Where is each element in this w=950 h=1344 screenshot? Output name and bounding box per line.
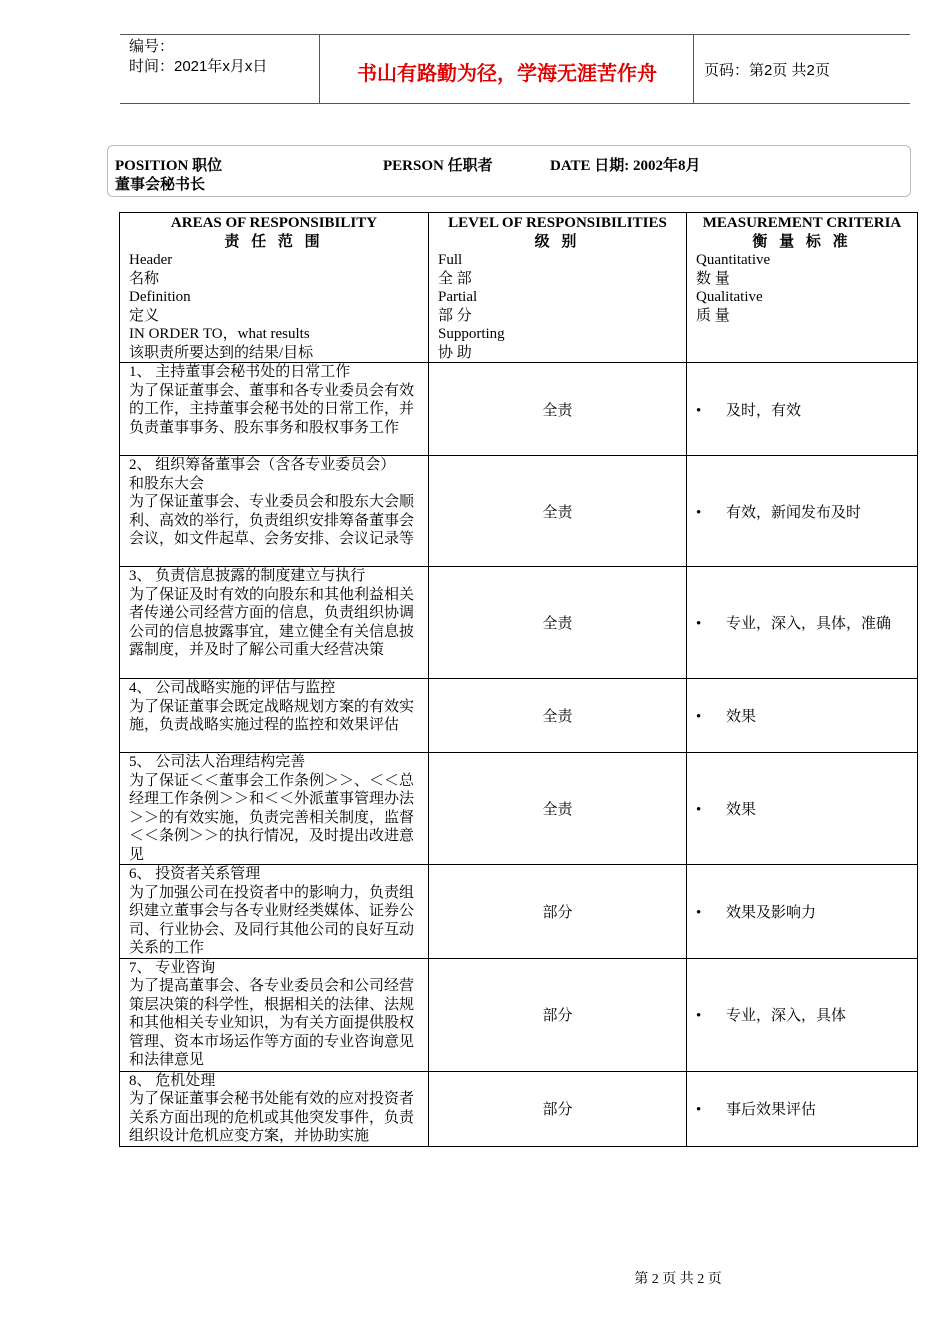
criteria-text: 专业，深入，具体 [726,1008,847,1024]
header-page-label: 页码：第2页 共2页 [704,61,830,79]
area-desc: 为了保证董事会既定战略规划方案的有效实施，负责战略实施过程的监控和效果评估 [129,698,415,733]
bullet-icon: • [696,1008,702,1024]
criteria-line: 数 量 [696,270,730,287]
area-cell [120,456,429,567]
area-desc: 为了加强公司在投资者中的影响力，负责组织建立董事会与各专业财经类媒体、证券公司、行业协会、及同行其他公司的良好互动关系的工作 [129,884,415,956]
table-row [120,753,918,865]
area-title: 3、 负责信息披露的制度建立与执行 [129,568,366,584]
areas-title: AREAS OF RESPONSIBILITY [170,215,378,231]
criteria-cell [687,753,918,865]
table-row [120,363,918,456]
responsibility-table [119,212,918,1147]
bullet-icon: • [696,402,702,419]
bullet-icon: • [696,616,702,632]
area-title: 8、 危机处理 [129,1072,216,1089]
table-row [120,679,918,753]
criteria-title-cn: 衡 量 标 准 [752,233,852,250]
criteria-text: 有效，新闻发布及时 [726,504,862,521]
level-line: 部 分 [438,307,472,324]
area-title: 5、 公司法人治理结构完善 [129,754,306,770]
level-cell: 部分 [429,1071,687,1146]
area-title: 2、 组织筹备董事会（含各专业委员会） 和股东大会 [129,457,418,492]
criteria-cell [687,958,918,1071]
position-value: 董事会秘书长 [115,177,206,193]
person-label: PERSON 任职者 [383,158,493,174]
bullet-icon: • [696,904,702,921]
header-meta [120,35,320,103]
level-title-cn: 级 别 [534,233,581,250]
table-row [120,567,918,679]
column-header-level [429,213,687,363]
criteria-text: 专业，深入，具体，准确 [726,616,892,632]
time-label: 时间：2021年x月x日 [129,58,268,75]
criteria-line: 质 量 [696,307,730,324]
criteria-cell [687,456,918,567]
area-cell [120,753,429,865]
criteria-text: 效果 [726,802,757,818]
area-cell [120,363,429,456]
level-cell: 全责 [429,456,687,567]
area-desc: 为了保证及时有效的向股东和其他利益相关者传递公司经营方面的信息，负责组织协调公司的信息披露事宜，建立健全有关信息披露制度，并及时了解公司重大经营决策 [129,586,415,658]
criteria-text: 效果 [726,709,757,725]
criteria-cell [687,679,918,753]
area-desc: 为了保证董事会、董事和各专业委员会有效的工作，主持董事会秘书处的日常工作，并负责董事事务、股东事务和股权事务工作 [129,382,415,436]
criteria-line: Quantitative [696,252,771,268]
area-cell [120,865,429,959]
level-cell: 全责 [429,363,687,456]
area-title: 6、 投资者关系管理 [129,866,261,882]
level-line: 全 部 [438,270,472,287]
header-motto: 书山有路勤为径，学海无涯苦作舟 [321,35,694,103]
area-title: 1、 主持董事会秘书处的日常工作 [129,364,351,380]
level-line: Supporting [438,326,505,342]
criteria-cell [687,567,918,679]
areas-line: 定义 [129,307,160,324]
areas-line: Definition [129,289,191,305]
criteria-cell [687,1071,918,1146]
bullet-icon: • [696,802,702,818]
area-cell [120,958,429,1071]
level-cell: 全责 [429,567,687,679]
table-row [120,456,918,567]
area-desc: 为了保证董事会、专业委员会和股东大会顺利、高效的举行，负责组织安排筹备董事会会议，如文件起草、会务安排、会议记录等 [129,494,415,547]
level-line: 协 助 [438,344,472,361]
document-header [120,34,910,104]
table-row [120,865,918,959]
level-cell: 部分 [429,865,687,959]
area-title: 7、 专业咨询 [129,959,216,976]
level-cell: 全责 [429,753,687,865]
area-desc: 为了提高董事会、各专业委员会和公司经营策层决策的科学性，根据相关的法律、法规和其他相关专业知识，为有关方面提供股权管理、资本市场运作等方面的专业咨询意见和法律意见 [129,978,415,1068]
area-cell [120,567,429,679]
column-header-criteria [687,213,918,363]
criteria-text: 效果及影响力 [726,904,817,921]
area-title: 4、 公司战略实施的评估与监控 [129,680,336,696]
level-cell: 部分 [429,958,687,1071]
criteria-text: 事后效果评估 [726,1102,817,1118]
areas-title-cn: 责 任 范 围 [224,233,324,250]
area-cell [120,679,429,753]
table-header-row [120,213,918,363]
areas-line: 该职责所要达到的结果/目标 [129,344,314,361]
level-title: LEVEL OF RESPONSIBILITIES [448,215,667,231]
criteria-cell [687,363,918,456]
date-label: DATE 日期: 2002年8月 [550,158,701,174]
area-desc: 为了保证董事会秘书处能有效的应对投资者关系方面出现的危机或其他突发事件，负责组织设计危机应变方案，并协助实施 [129,1091,415,1144]
level-cell: 全责 [429,679,687,753]
area-desc: 为了保证＜＜董事会工作条例＞＞、＜＜总经理工作条例＞＞和＜＜外派董事管理办法＞＞的有效实施，负责完善相关制度，监督＜＜条例＞＞的执行情况，及时提出改进意见 [129,772,415,863]
page-footer: 第 2 页 共 2 页 [634,1272,722,1287]
areas-line: 名称 [129,270,160,287]
area-cell [120,1071,429,1146]
bullet-icon: • [696,1102,702,1118]
column-header-areas [120,213,429,363]
areas-line: Header [129,252,173,268]
table-row [120,958,918,1071]
criteria-cell [687,865,918,959]
criteria-title: MEASUREMENT CRITERIA [702,215,902,231]
position-box [107,145,911,197]
table-row [120,1071,918,1146]
level-line: Partial [438,289,478,305]
criteria-text: 及时，有效 [726,402,802,419]
position-label: POSITION 职位 [115,158,223,174]
criteria-line: Qualitative [696,289,763,305]
number-label: 编号： [129,38,175,55]
areas-line: IN ORDER TO，what results [129,326,310,342]
bullet-icon: • [696,504,702,521]
level-line: Full [438,252,463,268]
bullet-icon: • [696,709,702,725]
